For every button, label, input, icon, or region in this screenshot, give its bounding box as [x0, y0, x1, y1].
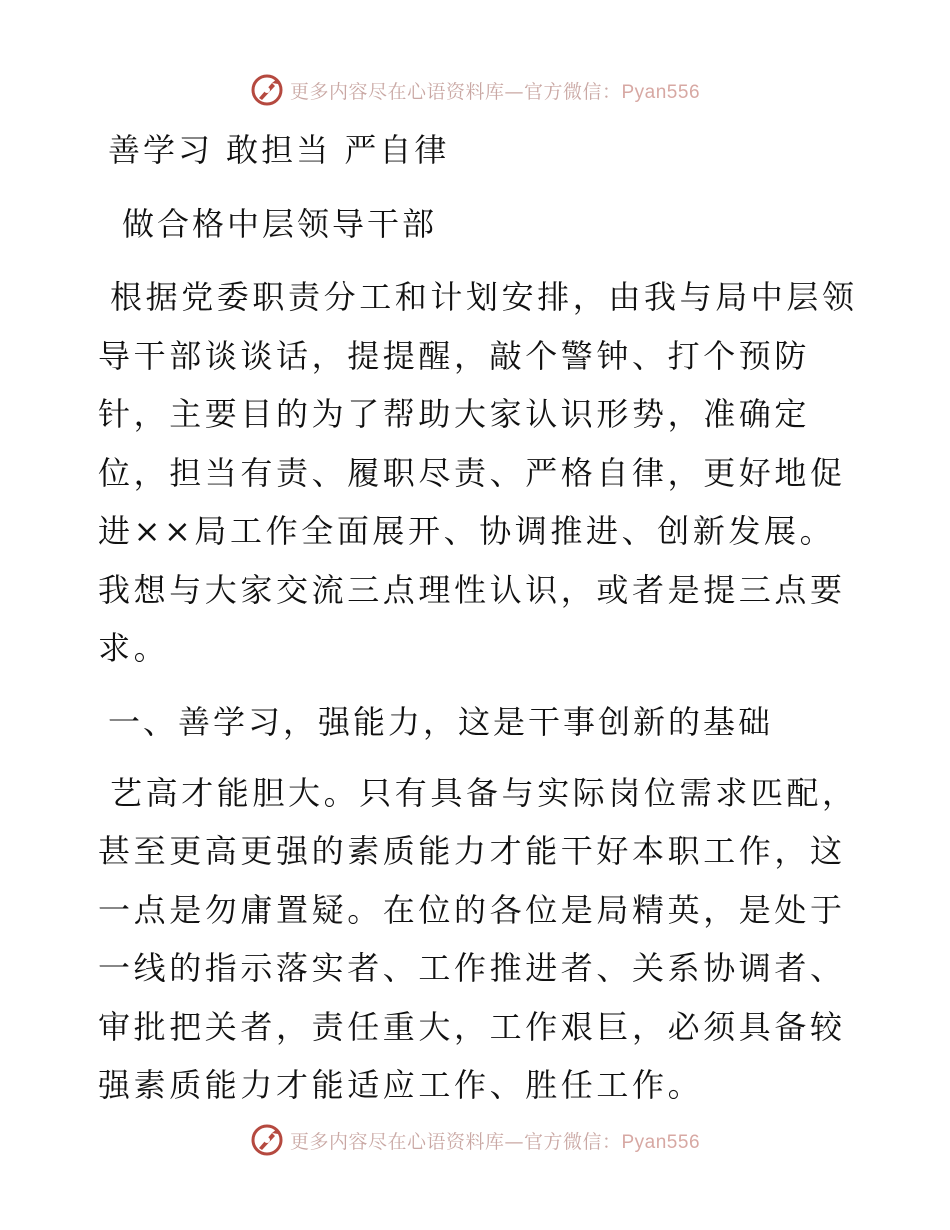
- paragraph-section-1: [98, 764, 858, 1115]
- watermark-wechat-id: Pyan556: [621, 81, 701, 103]
- paragraph-section-1-text: 艺高才能胆大。只有具备与实际岗位需求匹配，甚至更高更强的素质能力才能干好本职工作，这一点是勿庸置疑。在位的各位是局精英，是处于一线的指示落实者、工作推进者、关系协调者、审批把关者，责任重大，工作艰巨，必须具备较强素质能力才能适应工作、胜任工作。: [98, 773, 858, 1104]
- section-heading-1: 一、善学习，强能力，这是干事创新的基础: [108, 702, 774, 741]
- watermark-site-text: 更多内容尽在心语资料库: [289, 1130, 505, 1153]
- watermark-separator: —: [504, 80, 524, 103]
- title-line-2: 做合格中层领导干部: [122, 205, 438, 243]
- paragraph-intro: [98, 268, 858, 678]
- watermark-text: [290, 1127, 700, 1154]
- footer-watermark: [0, 1120, 950, 1160]
- watermark-wechat-label: 官方微信：: [523, 1130, 622, 1153]
- watermark-wechat-id: Pyan556: [621, 1131, 701, 1153]
- header-watermark: [0, 70, 950, 110]
- document-body: [98, 120, 858, 1115]
- quill-seal-icon: [250, 73, 284, 107]
- watermark-wechat-label: 官方微信：: [523, 80, 622, 103]
- paragraph-intro-text: 根据党委职责分工和计划安排，由我与局中层领导干部谈谈话，提提醒，敲个警钟、打个预防针，主要目的为了帮助大家认识形势，准确定位，担当有责、履职尽责、严格自律，更好地促进××局工作全面展开、协调推进、创新发展。我想与大家交流三点理性认识，或者是提三点要求。: [98, 278, 858, 667]
- title-line-1: 善学习 敢担当 严自律: [108, 131, 450, 169]
- watermark-text: [290, 77, 700, 104]
- watermark-site-text: 更多内容尽在心语资料库: [289, 80, 505, 103]
- watermark-separator: —: [504, 1130, 524, 1153]
- quill-seal-icon: [250, 1123, 284, 1157]
